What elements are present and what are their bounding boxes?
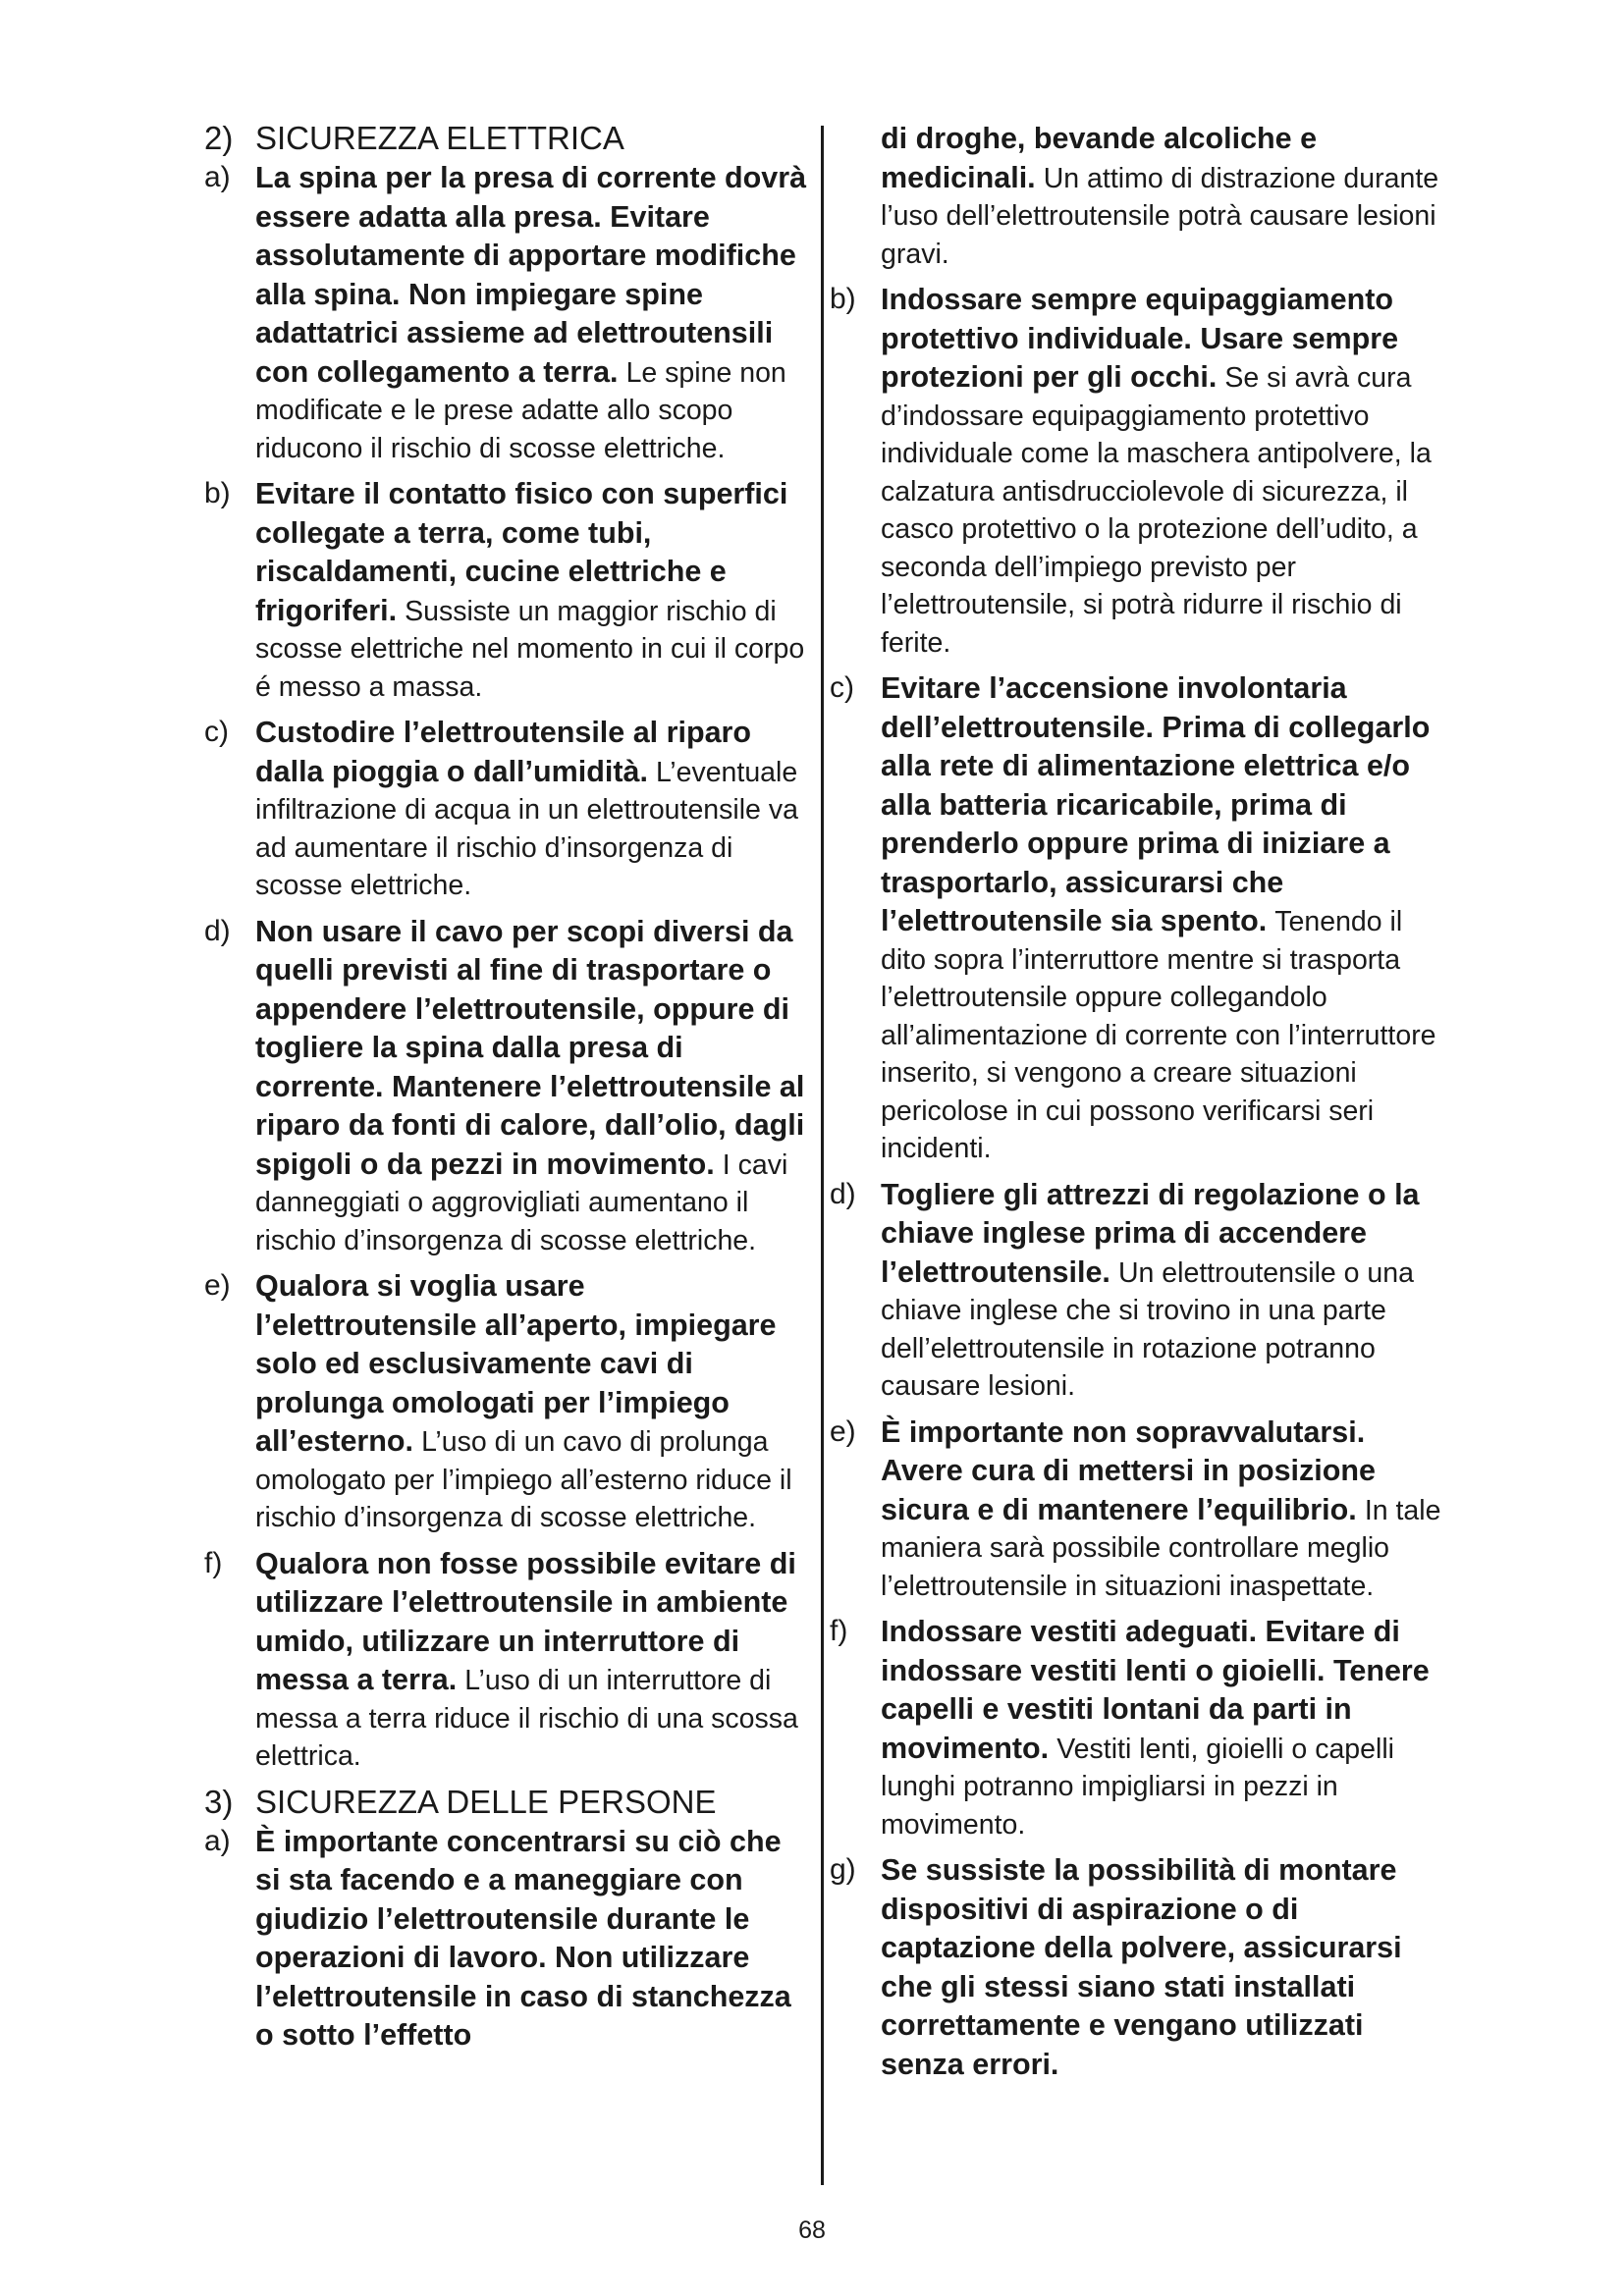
list-item-2a: a) La spina per la presa di corrente dovrà essere adatta alla presa. Evitare assolutamente di apportare modifiche alla spina. Non impiegare spine adattatrici assieme ad elettroutensili con collegamento a terra. Le spine non modificate e le prese adatte allo scopo riducono il rischio di scosse elettriche. [204,161,807,464]
list-item-3e: e) È importante non sopravvalutarsi. Avere cura di mettersi in posizione sicura e di mantenere l’equilibrio. In tale maniera sarà possibile controllare meglio l’elettroutensile in situazioni inaspettate. [830,1415,1441,1602]
list-item-2f: f) Qualora non fosse possibile evitare di utilizzare l’elettroutensile in ambiente umido, utilizzare un interruttore di messa a terra. L’uso di un interruttore di messa a terra riduce il rischio di una scossa elettrica. [204,1546,798,1772]
section-3-heading: 3) SICUREZZA DELLE PERSONE [204,1783,717,1820]
section-2-title: SICUREZZA ELETTRICA [255,120,624,156]
list-item-2c: c) Custodire l’elettroutensile al riparo dalla pioggia o dall’umidità. L’eventuale infiltrazione di acqua in un elettroutensile va ad aumentare il rischio d’insorgenza di scosse elettriche. [204,716,798,901]
section-2-heading: 2) SICUREZZA ELETTRICA [204,120,624,156]
list-item-3d: d) Togliere gli attrezzi di regolazione o la chiave inglese prima di accendere l’elettroutensile. Un elettroutensile o una chiave inglese che si trovino in una parte dell’elettroutensile in rotazione potranno causare lesioni. [830,1177,1420,1402]
list-item-3c: c) Evitare l’accensione involontaria dell’elettroutensile. Prima di collegarlo alla rete di alimentazione elettrica e/o alla batteria ricaricabile, prima di prenderlo oppure prima di iniziare a trasportarlo, assicurarsi che l’elettroutensile sia spento. Tenendo il dito sopra l’interruttore mentre si trasporta l’elettroutensile oppure collegandolo all’alimentazione di corrente con l’interruttore inserito, si vengono a creare situazioni pericolose in cui possono verificarsi seri incidenti. [830,671,1436,1164]
list-item-3a-continued: di droghe, bevande alcoliche e medicinali. Un attimo di distrazione durante l’uso dell’elettroutensile potrà causare lesioni gravi. [881,122,1439,270]
page-number: 68 [798,2216,826,2244]
list-item-3b: b) Indossare sempre equipaggiamento protettivo individuale. Usare sempre protezioni per gli occhi. Se si avrà cura d’indossare equipaggiamento protettivo individuale come la maschera antipolvere, la calzatura antisdrucciolevole di sicurezza, il casco protettivo o la protezione dell’udito, a seconda dell’impiego previsto per l’elettroutensile, si potrà ridurre il rischio di ferite. [830,283,1432,659]
section-3-title: SICUREZZA DELLE PERSONE [255,1783,717,1820]
list-item-2d: d) Non usare il cavo per scopi diversi da quelli previsti al fine di trasportare o appendere l’elettroutensile, oppure di togliere la spina dalla presa di corrente. Mantenere l’elettroutensile al riparo da fonti di calore, dall’olio, dagli spigoli o da pezzi in movimento. I cavi danneggiati o aggrovigliati aumentano il rischio d’insorgenza di scosse elettriche. [204,914,805,1256]
list-item-3g: g) Se sussiste la possibilità di montare dispositivi di aspirazione o di captazione della polvere, assicurarsi che gli stessi siano stati installati correttamente e vengano utilizzati senza errori. [830,1853,1402,2081]
list-item-2b: b) Evitare il contatto fisico con superfici collegate a terra, come tubi, riscaldamenti, cucine elettriche e frigoriferi. Sussiste un maggior rischio di scosse elettriche nel momento in cui il corpo é messo a massa. [204,477,805,703]
column-divider [821,126,824,2185]
left-column [204,120,813,2063]
list-item-3a: a) È importante concentrarsi su ciò che si sta facendo e a maneggiare con giudizio l’elettroutensile durante le operazioni di lavoro. Non utilizzare l’elettroutensile in caso di stanchezza o sotto l’effetto [204,1824,791,2052]
list-item-2e: e) Qualora si voglia usare l’elettroutensile all’aperto, impiegare solo ed esclusivamente cavi di prolunga omologati per l’impiego all’esterno. L’uso di un cavo di prolunga omologato per l’impiego all’esterno riduce il rischio d’insorgenza di scosse elettriche. [204,1269,792,1533]
list-item-3f: f) Indossare vestiti adeguati. Evitare di indossare vestiti lenti o gioielli. Tenere capelli e vestiti lontani da parti in movimento. Vestiti lenti, gioielli o capelli lunghi potranno impigliarsi in pezzi in movimento. [830,1615,1430,1841]
right-column [830,120,1448,2092]
